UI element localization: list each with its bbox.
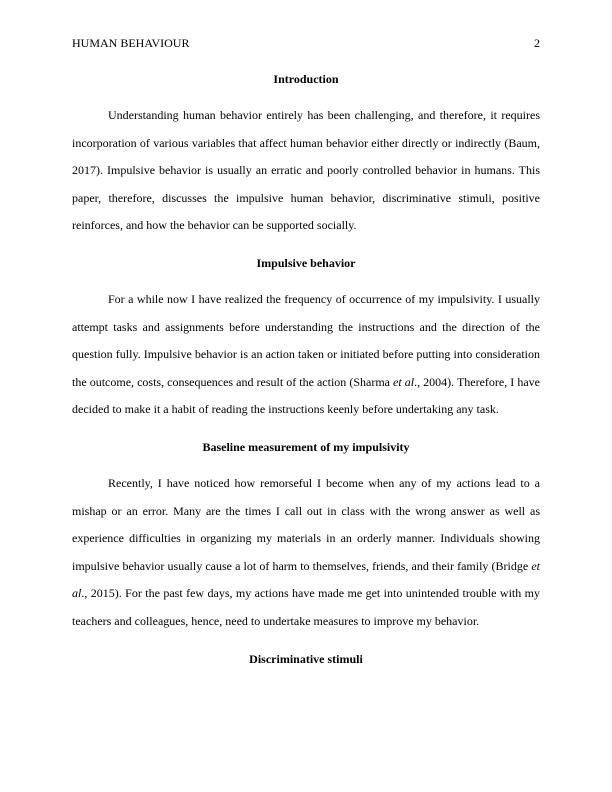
paragraph-introduction (72, 102, 540, 240)
paragraph-text: For a while now I have realized the frequency of occurrence of my impulsivity. I usually attempt tasks and assignments before understanding the instructions and the direction of the question fully. Impulsive behavior is an action taken or initiated before putting into consideration the outcome, costs, consequences and result of the action (Sharma (72, 291, 540, 389)
paragraph-text: Recently, I have noticed how remorseful I become when any of my actions lead to a mishap or an error. Many are the times I call out in class with the wrong answer as well as experience difficulties in organizing my materials in an orderly manner. Individuals showing impulsive behavior usually cause a lot of harm to themselves, friends, and their family (Bridge (72, 475, 540, 573)
section-heading-impulsive-behavior: Impulsive behavior (256, 255, 356, 270)
paragraph-text: ., 2004). Therefore, I have decided to make it a habit of reading the instructions keenly before undertaking any task. (72, 374, 540, 417)
section-heading-baseline-measurement: Baseline measurement of my impulsivity (202, 439, 410, 454)
citation-et-al: et al (393, 374, 415, 389)
paragraph-text: Understanding human behavior entirely has been challenging, and therefore, it requires incorporation of various variables that affect human behavior either directly or indirectly (Baum, 2017). Impulsive behavior is usually an erratic and poorly controlled behavior in humans. This paper, therefore, discusses the impulsive human behavior, discriminative stimuli, positive reinforces, and how the behavior can be supported socially. (72, 108, 540, 233)
running-title: HUMAN BEHAVIOUR (72, 36, 190, 50)
section-heading-discriminative-stimuli: Discriminative stimuli (249, 651, 363, 666)
paragraph-text: ., 2015). For the past few days, my actions have made me get into unintended trouble with my teachers and colleagues, hence, need to undertake measures to improve my behavior. (72, 586, 540, 628)
page-number: 2 (534, 36, 540, 50)
citation-et-al: et al (72, 558, 540, 601)
paragraph-impulsive-behavior (72, 286, 540, 424)
document-body (72, 68, 540, 670)
paragraph-baseline-measurement (72, 470, 540, 636)
section-heading-introduction: Introduction (273, 72, 339, 86)
